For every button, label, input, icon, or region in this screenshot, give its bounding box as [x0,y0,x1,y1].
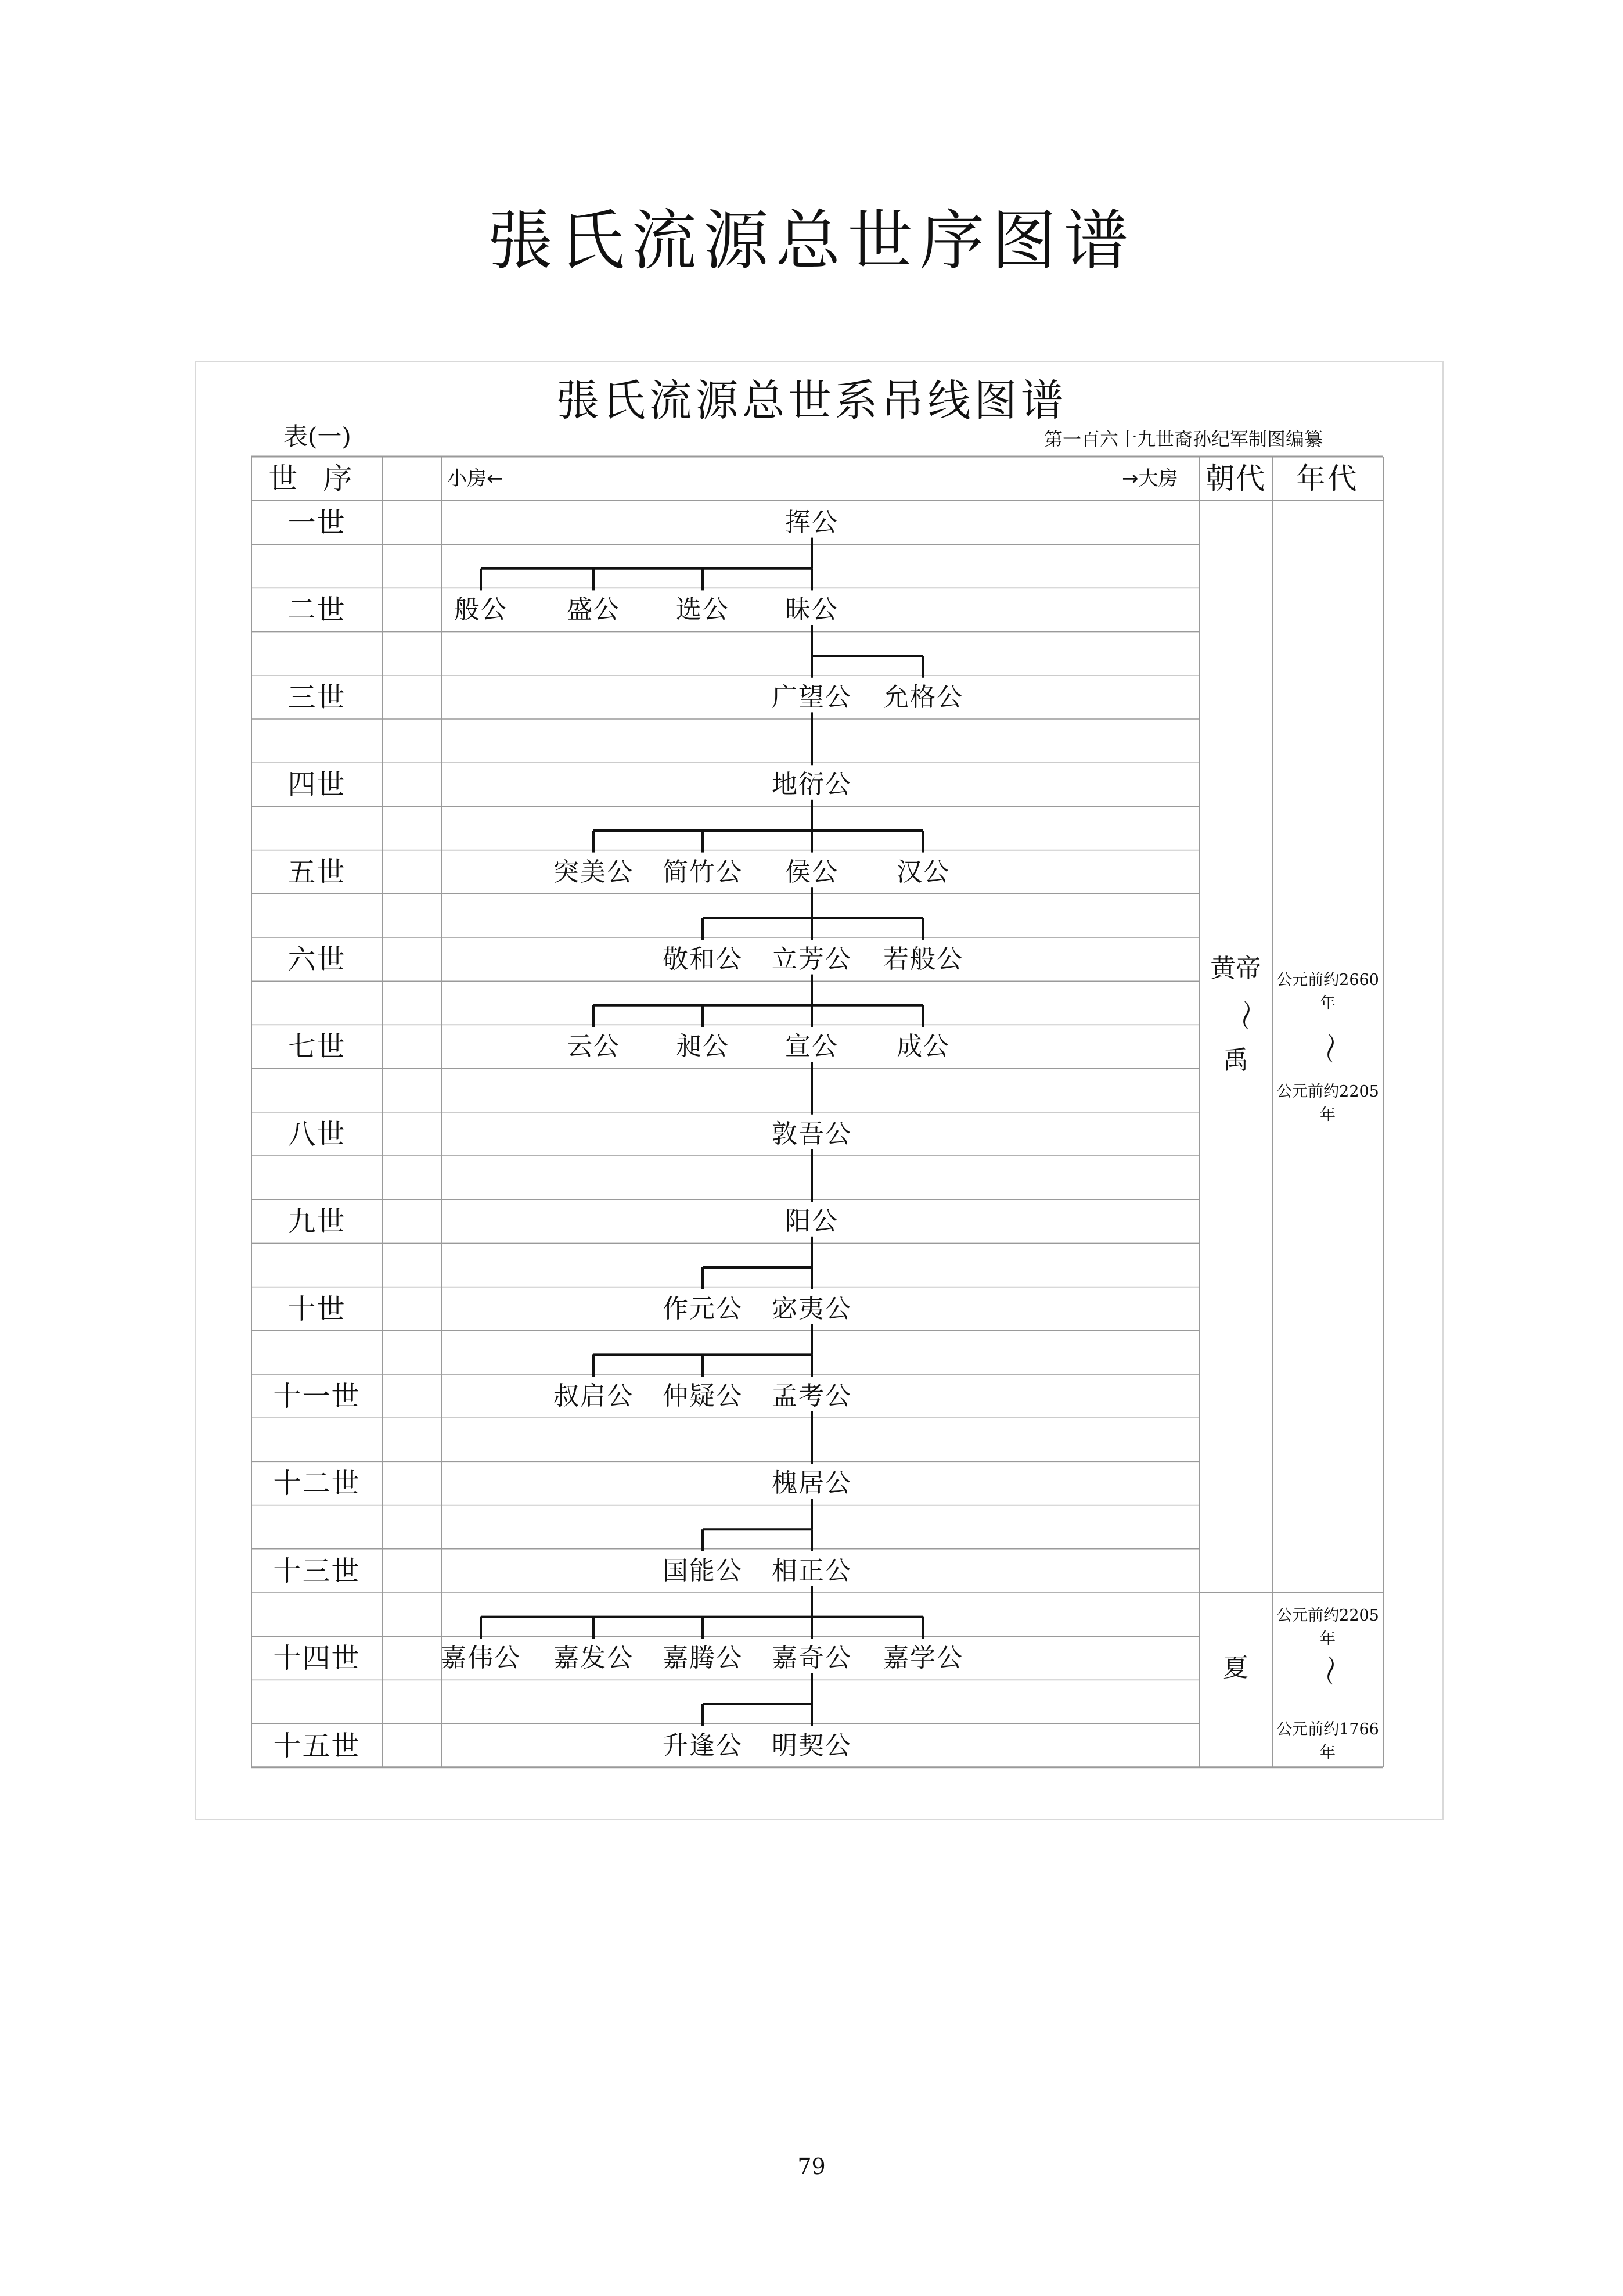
generation-label: 十四世 [273,1642,361,1675]
generation-label: 二世 [287,594,346,627]
minor-branch-label: 小房 [447,467,487,490]
generation-label: 六世 [287,943,346,976]
person-name: 盛公 [567,595,620,625]
era-range-tilde-icon-xia: 〜 [1311,1655,1348,1686]
person-name: 嘉奇公 [772,1643,852,1673]
major-branch-label: 大房 [1138,467,1178,490]
person-name: 嘉发公 [553,1643,634,1673]
person-name: 汉公 [897,857,950,887]
generation-label: 九世 [287,1205,346,1238]
generation-label: 七世 [287,1030,346,1063]
generation-label: 三世 [287,681,346,714]
person-name: 立芳公 [772,944,852,974]
generation-label: 十五世 [273,1729,361,1762]
compiler-credit: 第一百六十九世裔孙纪军制图编纂 [1044,428,1323,450]
era-range-tilde-icon: 〜 [1311,1033,1348,1064]
person-name: 挥公 [785,508,839,537]
person-name: 成公 [897,1032,950,1062]
person-name: 孟考公 [772,1381,852,1411]
person-name: 嘉学公 [883,1643,963,1673]
person-name: 敬和公 [663,944,743,974]
person-name: 侯公 [785,857,839,887]
person-name: 叔启公 [553,1381,634,1411]
person-name: 敦吾公 [772,1119,852,1149]
header-minor-branch [447,457,503,501]
era-start-xia: 公元前约2205年 [1276,1607,1379,1648]
dynasty-from-name: 黄帝 [1210,954,1261,983]
person-name: 阳公 [785,1206,839,1237]
person-name: 宓夷公 [772,1293,852,1324]
person-name: 昶公 [676,1032,729,1062]
person-name: 升逢公 [663,1730,743,1760]
person-name: 突美公 [553,857,634,887]
person-name: 嘉伟公 [441,1643,521,1673]
person-name: 嘉腾公 [663,1643,743,1673]
person-name: 国能公 [663,1555,743,1586]
person-name: 地衍公 [772,770,852,800]
header-major-branch [1122,457,1178,501]
era-end-xia: 公元前约1766年 [1276,1720,1379,1762]
generation-label: 一世 [287,506,346,539]
person-name: 明契公 [772,1730,852,1760]
person-name: 相正公 [772,1555,852,1586]
person-name: 昧公 [785,595,839,625]
page-title: 張氏流源总世序图谱 [487,203,1136,279]
arrow-left-icon: ← [487,467,503,490]
person-name: 仲疑公 [663,1381,743,1411]
generation-label: 十二世 [273,1467,361,1500]
person-name: 若般公 [883,944,963,974]
header-generation: 世序 [268,462,378,495]
dynasty-xia [1199,1651,1272,1697]
generation-label: 四世 [287,768,346,802]
generation-label: 八世 [287,1118,346,1151]
person-name: 作元公 [663,1293,743,1324]
range-tilde-icon: 〜 [1227,1000,1264,1031]
dynasty-huangdi-yu [1199,951,1272,1137]
generation-label: 十一世 [273,1380,361,1413]
generation-label: 十世 [287,1292,346,1325]
person-name: 般公 [454,595,508,625]
era-end: 公元前约2205年 [1276,1083,1379,1124]
dynasty-name: 夏 [1223,1653,1248,1683]
generation-label: 十三世 [273,1554,361,1587]
person-name: 简竹公 [663,857,743,887]
dynasty-to-name: 禹 [1223,1045,1248,1075]
page-number: 79 [797,2154,826,2179]
person-name: 广望公 [772,682,852,712]
person-name: 宣公 [785,1032,839,1062]
person-name: 槐居公 [772,1468,852,1499]
header-dynasty: 朝代 [1205,462,1266,495]
person-name: 选公 [676,595,729,625]
person-name: 云公 [567,1032,620,1062]
table-title: 張氏流源总世系吊线图谱 [556,376,1067,426]
arrow-right-icon: → [1122,467,1139,490]
header-era: 年代 [1296,462,1359,495]
era-start: 公元前约2660年 [1276,971,1379,1012]
table-number: 表(一) [283,422,351,451]
person-name: 允格公 [883,682,963,712]
generation-label: 五世 [287,856,346,889]
